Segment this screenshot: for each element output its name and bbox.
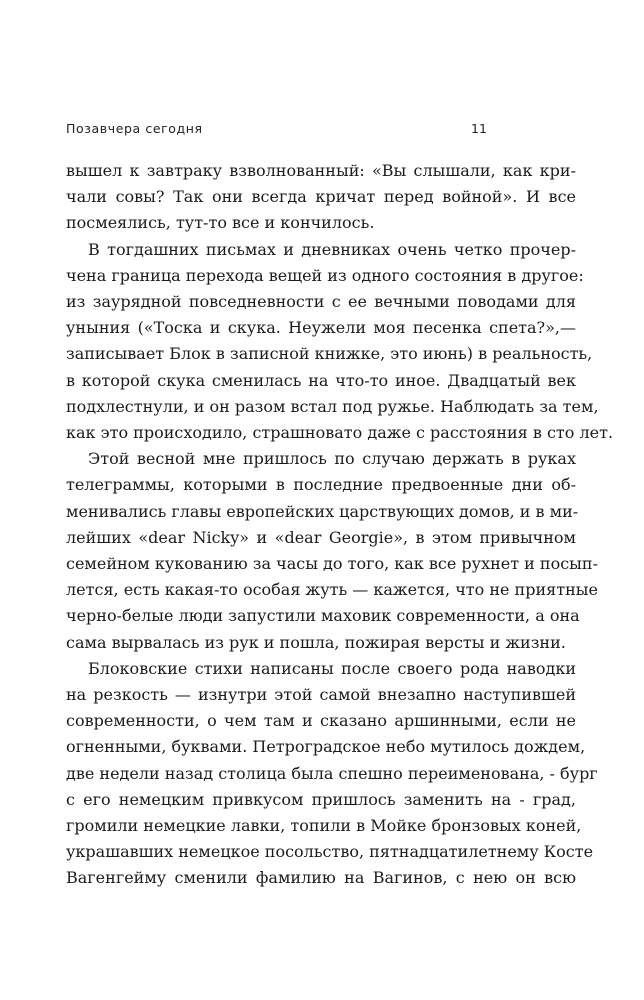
text-line: с его немецким привкусом пришлось заменить на - град, (66, 789, 576, 809)
text-line: телеграммы, которыми в последние предвоенные дни об- (66, 475, 576, 495)
text-line: две недели назад столица была спешно переименована, - бург (66, 763, 598, 783)
running-title: Позавчера сегодня (66, 121, 203, 136)
text-line: семейном кукованию за часы до того, как все рухнет и посып- (66, 554, 598, 574)
text-line: Этой весной мне пришлось по случаю держать в руках (88, 449, 576, 469)
text-line: подхлестнули, и он разом встал под ружье. Наблюдать за тем, (66, 396, 599, 416)
text-line: как это происходило, страшновато даже с расстояния в сто лет. (66, 423, 614, 443)
text-line: из заурядной повседневности с ее вечными поводами для (66, 292, 576, 312)
text-line: менивались главы европейских царствующих домов, и в ми- (66, 501, 579, 521)
text-line: черно-белые люди запустили маховик современности, а она (66, 606, 580, 626)
body-text (66, 158, 614, 892)
text-line: В тогдашних письмах и дневниках очень четко прочер- (88, 239, 576, 259)
text-line: в которой скука сменилась на что-то иное. Двадцатый век (66, 370, 576, 390)
text-line: украшавших немецкое посольство, пятнадцатилетнему Косте (66, 842, 594, 862)
text-line: лется, есть какая-то особая жуть — кажется, что не приятные (66, 580, 598, 600)
text-line: посмеялись, тут-то все и кончилось. (66, 213, 375, 233)
text-line: на резкость — изнутри этой самой внезапно наступившей (66, 685, 576, 705)
text-line: чали совы? Так они всегда кричат перед войной». И все (66, 187, 576, 207)
text-line: чена граница перехода вещей из одного состояния в другое: (66, 265, 584, 285)
text-line: современности, о чем там и сказано аршинными, если не (66, 711, 576, 731)
text-line: громили немецкие лавки, топили в Мойке бронзовых коней, (66, 816, 582, 836)
text-line: Вагенгейму сменили фамилию на Вагинов, с нею он всю (66, 868, 576, 888)
text-line: записывает Блок в записной книжке, это июнь) в реальность, (66, 344, 593, 364)
page-number: 11 (471, 121, 487, 136)
text-line: вышел к завтраку взволнованный: «Вы слышали, как кри- (66, 161, 576, 180)
text-line: уныния («Тоска и скука. Неужели моя песенка спета?»,— (66, 318, 576, 338)
text-line: лейших «dear Nicky» и «dear Georgie», в этом привычном (66, 527, 576, 547)
text-line: сама вырвалась из рук и пошла, пожирая версты и жизни. (66, 632, 566, 652)
text-line: Блоковские стихи написаны после своего рода наводки (88, 658, 576, 678)
text-line: огненными, буквами. Петроградское небо мутилось дождем, (66, 737, 586, 757)
